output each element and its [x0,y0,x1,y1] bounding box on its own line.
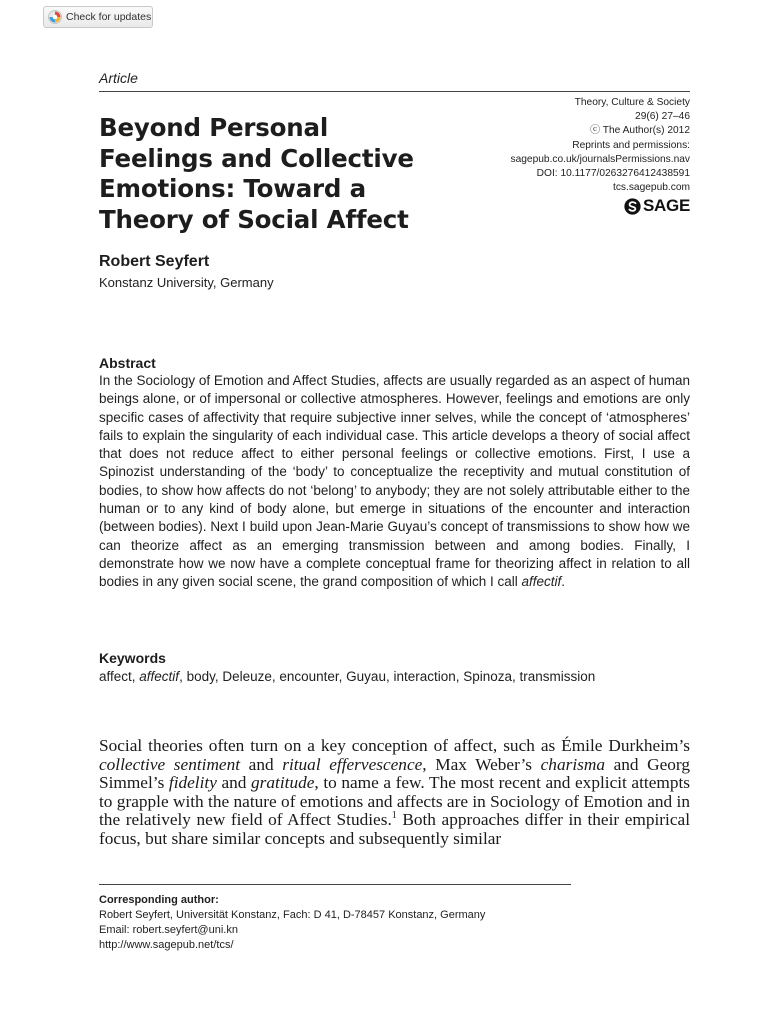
reprints-line: Reprints and permissions: [572,139,690,151]
footnote-marker[interactable]: 1 [391,810,397,822]
abstract-body: In the Sociology of Emotion and Affect Studies, affects are usually regarded as an aspect of human beings alone, or of impersonal or collective atmospheres. However, feelings and emotions are only specific cases of affectivity that require subjective inner selves, while the concept of ‘atmospheres’ fails to explain the singularity of each individual case. This article develops a theory of social affect that does not reduce affect to either personal feelings or collective emotions. First, I use a Spinozist understanding of the ‘body’ to conceptualize the receptivity and mutual constitution of bodies, to show how affects do not ‘belong’ to anybody; they are not solely attributable either to the human or to any kind of body alone, but emerge in situations of the encounter and interaction (between bodies). Next I build upon Jean-Marie Guyau’s concept of transmissions to show how we can theorize affect as an emerging transmission between and among bodies. Finally, I demonstrate how we now have a complete conceptual frame for theorizing affect in relation to all bodies in any given social scene, the grand composition of which I call [99,373,690,590]
body-italic-run: collective sentiment [99,754,241,774]
doi-line[interactable]: DOI: 10.1177/0263276412438591 [536,168,690,180]
title-line: Theory of Social Affect [99,204,409,234]
journal-site-link[interactable]: tcs.sagepub.com [612,182,690,194]
copyright-icon: ⓒ [589,125,601,137]
footnote-divider [99,884,571,885]
journal-name: Theory, Culture & Society [574,97,690,108]
title-line: Emotions: Toward a [99,174,366,203]
body-italic-run: fidelity [168,773,217,792]
body-text-run: and Georg Simmel’s [99,754,691,792]
check-for-updates-icon [48,10,62,24]
body-text-run: , to name a few. The most recent and explicit attempts to grapple with the nature of emotions and affects are in Sociology of Emotion and in the relatively new field of Affect Studies. [99,773,690,829]
footnote-heading: Corresponding author: [99,894,219,906]
keyword-first: affect, [99,669,140,684]
article-type-label: Article [99,70,138,86]
journal-info [510,96,690,220]
sage-logo-icon [624,198,641,215]
keyword-italic: affectif [139,669,180,684]
footnote-address: Robert Seyfert, Universität Konstanz, Fach: D 41, D-78457 Konstanz, Germany [99,909,486,921]
body-text-run: and [240,754,283,774]
body-text-run: Both approaches differ in their empirical focus, but share similar concepts and subsequently similar [99,810,690,848]
body-italic-run: gratitude [251,773,315,792]
copyright-line [510,124,690,138]
article-title [99,113,479,235]
body-text-run: Social theories often turn on a key conception of affect, such as Émile Durkheim’s [99,736,690,755]
footnote-url[interactable]: http://www.sagepub.net/tcs/ [99,939,234,951]
copyright-text: The Author(s) 2012 [602,125,690,137]
body-text-run: and [216,773,252,792]
title-line: Feelings and Collective [99,143,414,173]
header-divider [99,91,690,92]
permissions-link[interactable]: sagepub.co.uk/journalsPermissions.nav [510,153,690,165]
author-name: Robert Seyfert [99,253,210,270]
keyword-rest: , body, Deleuze, encounter, Guyau, interaction, Spinoza, transmission [179,669,596,684]
sage-logo-text: SAGE [643,196,690,216]
journal-volume: 29(6) 27–46 [635,111,690,123]
sage-logo [624,197,690,215]
title-line: Beyond Personal [99,113,329,142]
corresponding-author-footnote [99,893,485,953]
keywords-heading: Keywords [99,650,166,666]
body-italic-run: ritual effervescence [282,754,423,774]
footnote-email[interactable]: Email: robert.seyfert@uni.kn [99,924,238,936]
abstract-end: . [561,574,566,590]
keywords-list [99,668,699,686]
check-for-updates-label: Check for updates [66,11,152,23]
abstract-heading: Abstract [99,355,156,371]
body-text-run: , Max Weber’s [422,754,541,774]
abstract-text [99,372,690,592]
abstract-final-term: affectif [521,574,562,590]
author-affiliation: Konstanz University, Germany [99,275,274,290]
body-italic-run: charisma [540,754,605,774]
check-for-updates-button[interactable] [43,6,153,28]
body-paragraph [99,737,690,848]
